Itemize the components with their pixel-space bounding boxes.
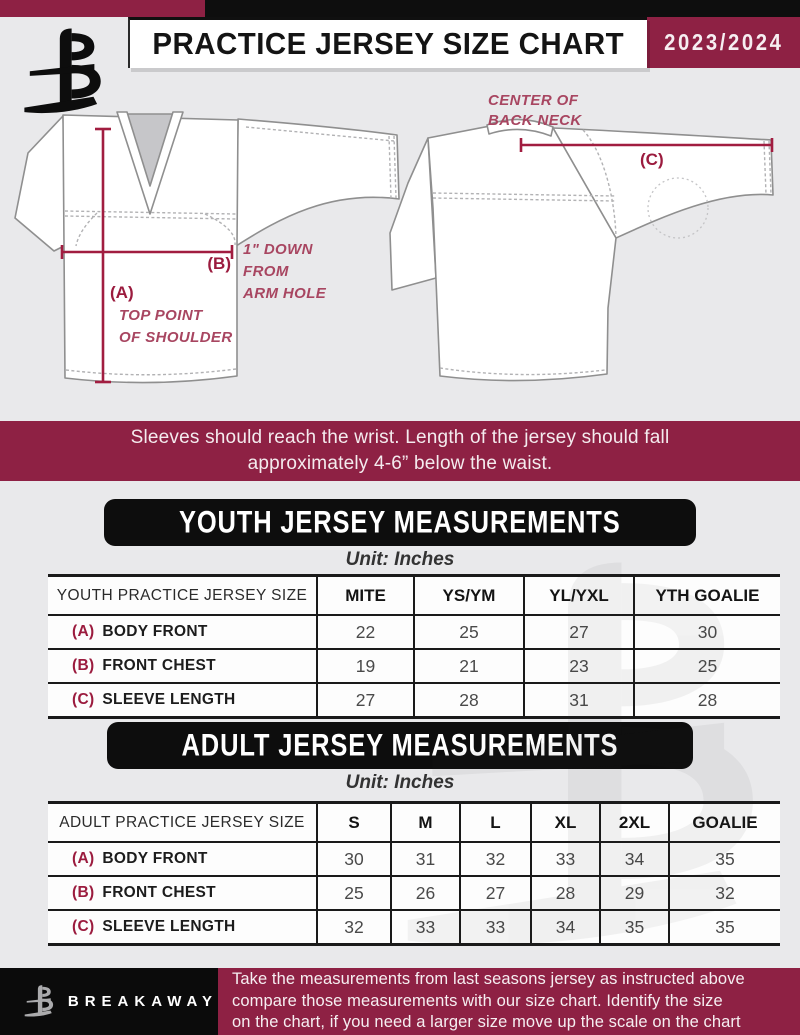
row-label-text: SLEEVE LENGTH: [102, 918, 236, 935]
label-b: (B): [207, 254, 231, 273]
column-header: YS/YM: [413, 577, 523, 614]
banner-line-1: Sleeves should reach the wrist. Length of the jersey should fall: [130, 427, 670, 448]
column-header: YL/YXL: [523, 577, 633, 614]
banner-line-2: approximately 4-6” below the waist.: [247, 453, 553, 474]
label-a: (A): [110, 283, 134, 302]
measurement-value: 28: [413, 682, 523, 716]
footer-note-line2: compare those measurements with our size chart. Identify the size: [232, 991, 723, 1010]
column-header: 2XL: [599, 804, 668, 841]
measurement-value: 34: [530, 909, 599, 943]
footer-brand-panel: [0, 968, 218, 1035]
note-b-line1: 1" DOWN: [243, 241, 313, 258]
measurement-value: 27: [459, 875, 530, 909]
page-title: [128, 17, 647, 68]
measurement-value: 19: [316, 648, 413, 682]
note-a-line2: OF SHOULDER: [119, 329, 233, 346]
column-header: XL: [530, 804, 599, 841]
column-header: S: [316, 804, 390, 841]
measurement-value: 33: [390, 909, 459, 943]
measurement-value: 26: [390, 875, 459, 909]
row-key: (C): [72, 691, 95, 708]
measurement-value: 25: [633, 648, 780, 682]
column-header: ADULT PRACTICE JERSEY SIZE: [48, 804, 316, 841]
note-c-line1: CENTER OF: [488, 92, 579, 109]
measurement-value: 22: [316, 614, 413, 648]
column-header: L: [459, 804, 530, 841]
row-label-text: BODY FRONT: [102, 623, 208, 640]
note-b-line3: ARM HOLE: [243, 285, 327, 302]
measurement-value: 32: [459, 841, 530, 875]
measurement-value: 30: [633, 614, 780, 648]
youth-section-title: YOUTH JERSEY MEASUREMENTS: [179, 504, 621, 540]
fit-instruction-banner: [0, 421, 800, 481]
label-c: (C): [640, 150, 664, 169]
column-header: M: [390, 804, 459, 841]
measurement-value: 31: [390, 841, 459, 875]
table-row-label: [48, 682, 316, 716]
row-label-text: FRONT CHEST: [102, 884, 216, 901]
measurement-value: 33: [459, 909, 530, 943]
adult-unit-label: Unit: Inches: [345, 772, 455, 793]
row-key: (B): [72, 657, 95, 674]
measurement-value: 28: [530, 875, 599, 909]
youth-unit-label: Unit: Inches: [345, 549, 455, 570]
jersey-measurement-diagram: [0, 68, 800, 420]
page-title-text: PRACTICE JERSEY SIZE CHART: [152, 26, 625, 61]
adult-section-title: ADULT JERSEY MEASUREMENTS: [181, 727, 619, 763]
breakaway-footer-logo-icon: [24, 981, 58, 1023]
adult-section-header: [107, 722, 693, 769]
youth-section-header-wrap: [0, 499, 800, 546]
measurement-value: 27: [316, 682, 413, 716]
row-key: (C): [72, 918, 95, 935]
table-row-label: [48, 875, 316, 909]
adult-size-table: [48, 801, 780, 946]
row-key: (A): [72, 623, 95, 640]
measurement-value: 25: [413, 614, 523, 648]
measurement-value: 33: [530, 841, 599, 875]
measurement-value: 21: [413, 648, 523, 682]
footer-instructions: [218, 968, 800, 1035]
measurement-value: 28: [633, 682, 780, 716]
measurement-value: 27: [523, 614, 633, 648]
table-row-label: [48, 648, 316, 682]
measurement-value: 35: [668, 841, 780, 875]
column-header: YTH GOALIE: [633, 577, 780, 614]
table-row-label: [48, 909, 316, 943]
row-label-text: SLEEVE LENGTH: [102, 691, 236, 708]
youth-size-table: [48, 574, 780, 719]
back-jersey-drawing: [390, 119, 773, 380]
measurement-value: 32: [668, 875, 780, 909]
breakaway-logo-icon: [22, 24, 114, 124]
note-b-line2: FROM: [243, 263, 289, 280]
measurement-value: 23: [523, 648, 633, 682]
season-badge: [647, 17, 800, 68]
season-text: 2023/2024: [663, 29, 784, 55]
footer-brand-name: BREAKAWAY: [67, 993, 218, 1010]
measurement-value: 25: [316, 875, 390, 909]
measurement-value: 35: [668, 909, 780, 943]
column-header: GOALIE: [668, 804, 780, 841]
row-label-text: FRONT CHEST: [102, 657, 216, 674]
row-key: (A): [72, 850, 95, 867]
youth-section-header: [104, 499, 696, 546]
footer-note-line3: on the chart, if you need a larger size move up the scale on the chart: [232, 1013, 741, 1032]
top-strip-maroon: [0, 0, 205, 17]
measurement-value: 30: [316, 841, 390, 875]
measurement-value: 31: [523, 682, 633, 716]
footer-note-line1: Take the measurements from last seasons jersey as instructed above: [232, 970, 745, 989]
note-c-line2: BACK NECK: [488, 112, 582, 129]
top-strip-black: [205, 0, 800, 17]
measurement-value: 29: [599, 875, 668, 909]
adult-section-header-wrap: [0, 722, 800, 769]
measurement-value: 32: [316, 909, 390, 943]
table-row-label: [48, 614, 316, 648]
column-header: MITE: [316, 577, 413, 614]
table-row-label: [48, 841, 316, 875]
measurement-value: 34: [599, 841, 668, 875]
column-header: YOUTH PRACTICE JERSEY SIZE: [48, 577, 316, 614]
measurement-value: 35: [599, 909, 668, 943]
row-label-text: BODY FRONT: [102, 850, 208, 867]
note-a-line1: TOP POINT: [119, 307, 203, 324]
row-key: (B): [72, 884, 95, 901]
